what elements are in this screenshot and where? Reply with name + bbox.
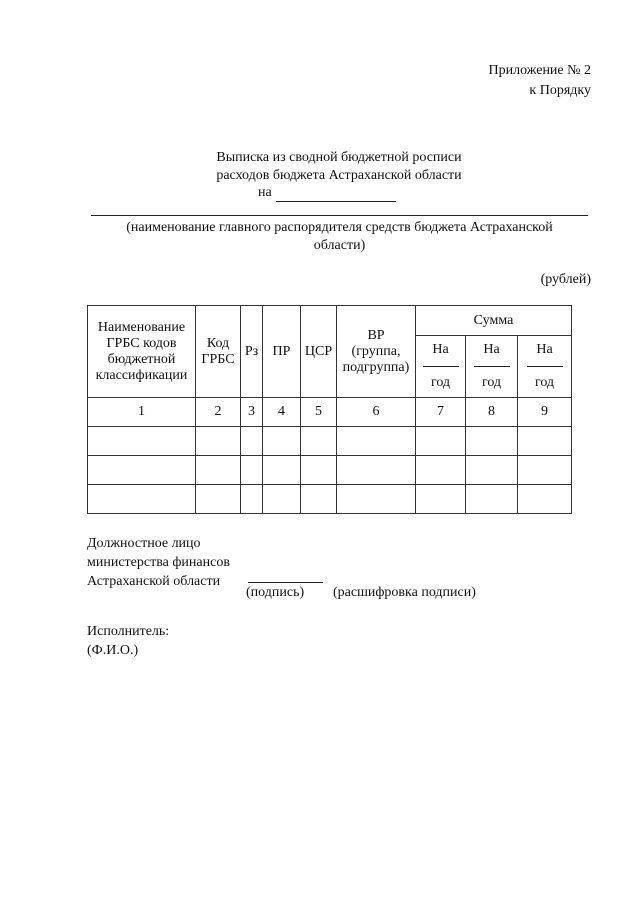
units-label: (рублей) (540, 272, 591, 287)
distributor-name-line (91, 215, 588, 216)
signature-block (87, 534, 230, 591)
column-number: 3 (241, 398, 263, 427)
column-number-row (88, 398, 572, 427)
column-number: 9 (518, 398, 572, 427)
table-cell (466, 485, 518, 514)
title-line-1: Выписка из сводной бюджетной росписи (216, 150, 462, 165)
year-blank-line (423, 360, 459, 367)
signature-line-1: Должностное лицо (87, 536, 201, 551)
header-rz-cell: Рз (241, 306, 263, 398)
table-cell (337, 427, 416, 456)
table-cell (518, 427, 572, 456)
header-sum-cell: Сумма (416, 306, 572, 336)
title-date-prefix: на (258, 185, 272, 200)
column-number: 8 (466, 398, 518, 427)
distributor-caption (91, 219, 588, 255)
table-row (88, 456, 572, 485)
signature-decode-label: (расшифровка подписи) (333, 585, 476, 600)
year-blank-line (474, 360, 510, 367)
appendix-number: Приложение № 2 (488, 63, 591, 78)
document-title (140, 149, 538, 185)
table-row (88, 427, 572, 456)
table-cell (88, 427, 196, 456)
table-cell (263, 456, 301, 485)
column-number: 4 (263, 398, 301, 427)
year-blank-line (527, 360, 563, 367)
table-cell (301, 485, 337, 514)
signature-label: (подпись) (246, 585, 305, 600)
caption-line-2: области) (313, 238, 366, 253)
signature-line-2: министерства финансов (87, 555, 230, 570)
header-csr-cell: ЦСР (301, 306, 337, 398)
table-cell (518, 485, 572, 514)
table-cell (196, 485, 241, 514)
executor-fio: (Ф.И.О.) (87, 643, 139, 658)
table-cell (337, 485, 416, 514)
header-pr-cell: ПР (263, 306, 301, 398)
table-cell (88, 456, 196, 485)
table-cell (241, 485, 263, 514)
header-year-cell: На год (466, 336, 518, 398)
header-year-cell: На год (416, 336, 466, 398)
table-cell (416, 485, 466, 514)
appendix-reference: к Порядку (529, 83, 591, 98)
caption-line-1: (наименование главного распорядителя средств бюджета Астраханской (126, 220, 553, 235)
table-cell (241, 456, 263, 485)
signature-line-3: Астраханской области (87, 574, 221, 589)
table-cell (337, 456, 416, 485)
table-cell (241, 427, 263, 456)
executor-block (87, 622, 169, 660)
date-blank-line (276, 201, 396, 202)
table-cell (416, 427, 466, 456)
header-code-cell: Код ГРБС (196, 306, 241, 398)
column-number: 2 (196, 398, 241, 427)
table-cell (466, 456, 518, 485)
header-year-cell: На год (518, 336, 572, 398)
table-cell (196, 456, 241, 485)
title-line-2: расходов бюджета Астраханской области (216, 168, 462, 183)
table-cell (466, 427, 518, 456)
table-cell (518, 456, 572, 485)
executor-label: Исполнитель: (87, 624, 170, 639)
table-cell (263, 485, 301, 514)
budget-table (87, 305, 572, 514)
appendix-block (489, 61, 592, 101)
header-vr-cell: ВР (группа, подгруппа) (337, 306, 416, 398)
table-row (88, 485, 572, 514)
table-cell (416, 456, 466, 485)
header-name-cell: Наименование ГРБС кодов бюджетной классификации (88, 306, 196, 398)
table-cell (88, 485, 196, 514)
signature-blank-line (248, 582, 323, 583)
table-cell (263, 427, 301, 456)
table-cell (301, 427, 337, 456)
table-cell (301, 456, 337, 485)
column-number: 1 (88, 398, 196, 427)
table-cell (196, 427, 241, 456)
column-number: 6 (337, 398, 416, 427)
column-number: 7 (416, 398, 466, 427)
column-number: 5 (301, 398, 337, 427)
